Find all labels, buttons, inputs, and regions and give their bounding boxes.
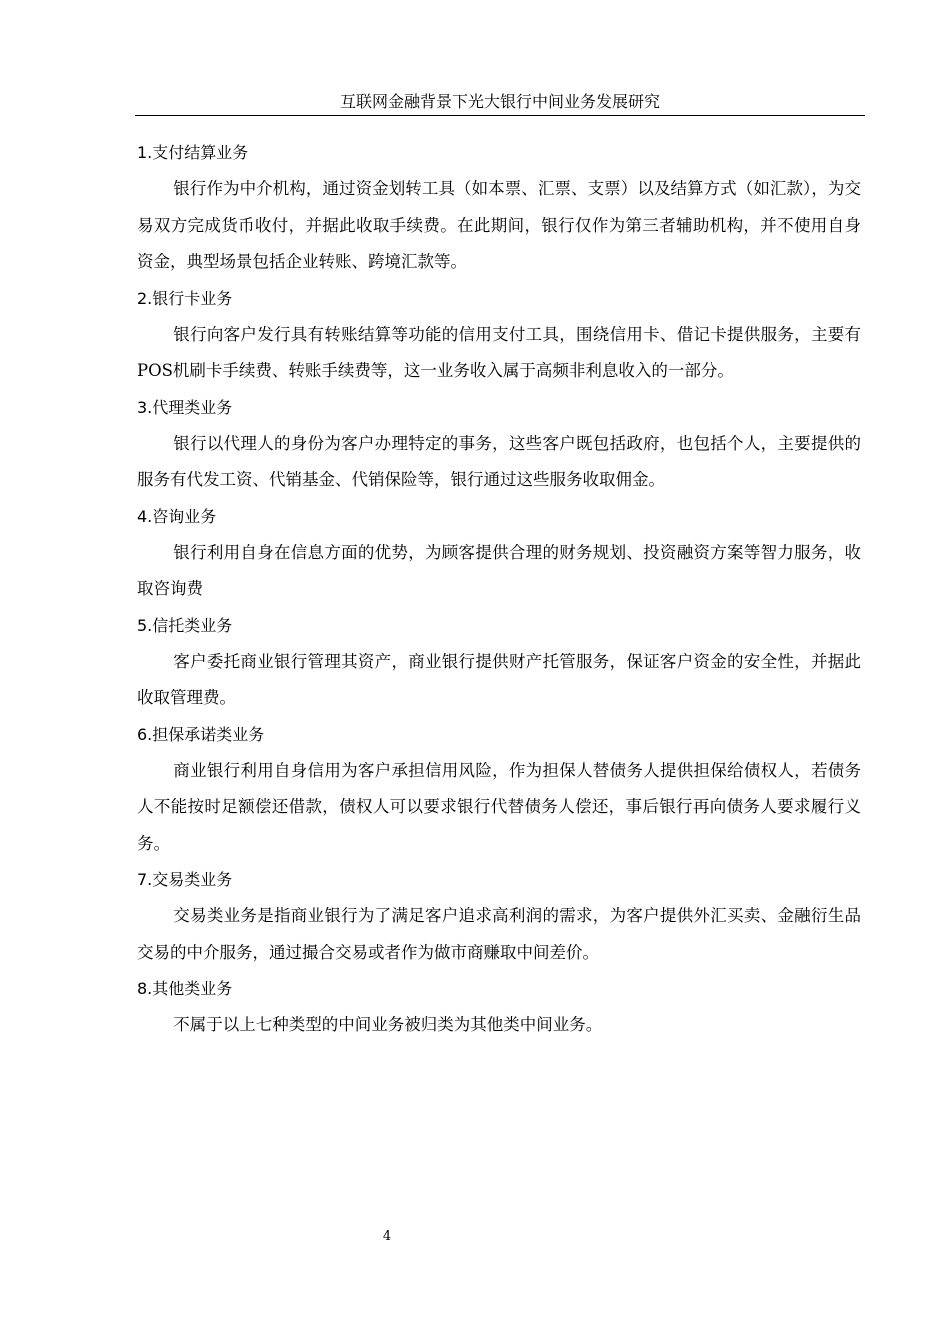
section-title: 1.支付结算业务: [137, 143, 249, 162]
section-title: 6.担保承诺类业务: [137, 724, 265, 744]
section-paragraph: 银行以代理人的身份为客户办理特定的事务，这些客户既包括政府，也包括个人，主要提供的服务有代发工资、代销基金、代销保险等，银行通过这些服务收取佣金。: [137, 433, 861, 489]
header-divider: [135, 115, 865, 116]
section-bank-card: [137, 281, 861, 390]
section-title: 3.代理类业务: [137, 397, 233, 417]
section-title: 5.信托类业务: [137, 615, 233, 635]
section-other: [137, 971, 861, 1044]
section-agency: [137, 390, 861, 499]
section-paragraph: 交易类业务是指商业银行为了满足客户追求高利润的需求，为客户提供外汇买卖、金融衍生品交易的中介服务，通过撮合交易或者作为做市商赚取中间差价。: [137, 906, 861, 962]
section-paragraph: 客户委托商业银行管理其资产，商业银行提供财产托管服务，保证客户资金的安全性，并据此收取管理费。: [137, 651, 861, 707]
section-guarantee: [137, 717, 861, 863]
section-title: 8.其他类业务: [137, 979, 233, 998]
section-paragraph: 银行向客户发行具有转账结算等功能的信用支付工具，围绕信用卡、借记卡提供服务，主要有POS机刷卡手续费、转账手续费等，这一业务收入属于高频非利息收入的一部分。: [137, 324, 861, 380]
section-consulting: [137, 499, 861, 608]
section-title: 4.咨询业务: [137, 506, 217, 526]
section-paragraph: 不属于以上七种类型的中间业务被归类为其他类中间业务。: [173, 1015, 603, 1034]
section-paragraph: 银行作为中介机构，通过资金划转工具（如本票、汇票、支票）以及结算方式（如汇款），为交易双方完成货币收付，并据此收取手续费。在此期间，银行仅作为第三者辅助机构，并不使用自身资金，典型场景包括企业转账、跨境汇款等。: [137, 179, 861, 271]
section-paragraph: 商业银行利用自身信用为客户承担信用风险，作为担保人替债务人提供担保给债权人，若债务人不能按时足额偿还借款，债权人可以要求银行代替债务人偿还，事后银行再向债务人要求履行义务。: [137, 760, 861, 853]
page-number: 4: [382, 1229, 392, 1244]
section-trust: [137, 608, 861, 717]
section-paragraph: 银行利用自身在信息方面的优势，为顾客提供合理的财务规划、投资融资方案等智力服务，收取咨询费: [137, 542, 861, 598]
document-body: [137, 135, 861, 1044]
section-title: 2.银行卡业务: [137, 288, 233, 308]
page-header-title: 互联网金融背景下光大银行中间业务发展研究: [339, 92, 660, 111]
section-trading: [137, 862, 861, 971]
section-payment-settlement: [137, 135, 861, 281]
section-title: 7.交易类业务: [137, 870, 233, 889]
